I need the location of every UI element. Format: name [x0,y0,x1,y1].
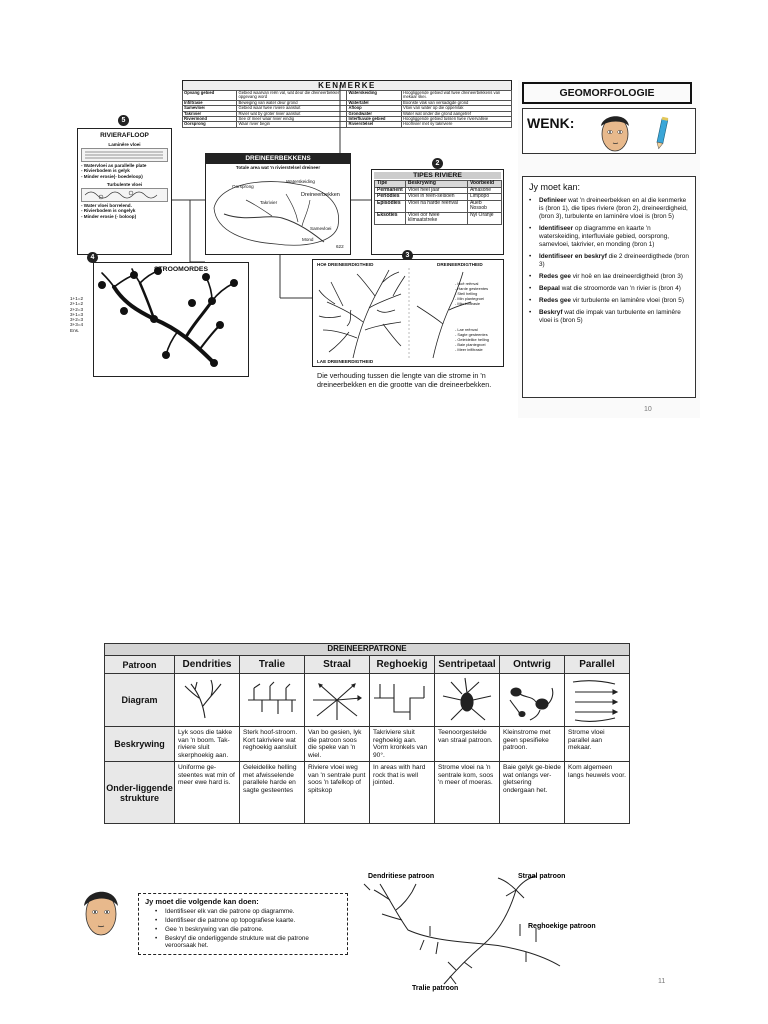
pattern-diagram [370,674,435,727]
requirement-item-2: • Identifiseer die patrone op topografiese kaarte. [155,917,341,925]
pattern-diagram-icon [565,674,629,726]
pattern-onderliggend: Geleidelike helling met afwisselende parallele harde en sagte gesteentes [240,762,305,824]
sketch-label-reghoekig: Reghoekige patroon [528,923,596,930]
tipes-cell: Vloei na harde reënval [405,200,467,212]
tipes-cell: Limpopo [467,194,501,201]
laminer-point: - Rivierbodem is gelyk [81,168,130,174]
laminer-point: - Minder erosie(- boedeloop) [81,173,143,179]
cartoon-face-icon-2 [76,884,126,940]
kenmerke-definition: Beweging van water deur grond [237,100,347,105]
pattern-beskrywing: Van bo gesien, lyk die patroon soos die speke van 'n wiel. [305,727,370,762]
requirement-text: wat 'n dreineerbekken en al die kenmerke is (bron 1), die tipes riviere (bron 2), dreineerdigheid, (bron 3), turbulente en laminêre vloei is (bron 5) [539,197,688,220]
hoe-note: - Hoë reënval [455,281,479,286]
label-takrivier: Takrivier [260,200,278,205]
requirements-box-2 [138,893,348,955]
lae-note: - Lae reënval [455,327,478,332]
requirement-item-2: • Identifiseer elk van die patrone op diagramme. [155,908,341,916]
requirement-item [529,273,689,281]
requirement-item [529,309,689,325]
tipes-box [371,169,504,255]
tipes-title: TIPES RIVIERE [374,172,501,179]
tipes-cell: Vloei oor twee klimaatstreke [405,212,467,224]
turbulent-point: - Rivierbodem is ongelyk [81,208,136,214]
sketch-label-dendrities: Dendritiese patroon [368,873,435,880]
kenmerke-term: Oorsprong [183,122,237,127]
pattern-diagram-icon [305,674,369,726]
pattern-beskrywing: Kleinstrome met geen spesifieke patroon. [500,727,565,762]
requirements-heading-2: Jy moet die volgende kan doen: [145,897,259,906]
kenmerke-term: Riviermond [183,117,237,122]
row-label-beskrywing: Beskrywing [105,727,175,762]
dreineerpatrone-section [104,643,630,824]
requirements-list [529,197,689,325]
turbulent-point: - Water vloei borrelend. [81,203,132,209]
turbulent-title: Turbulente vloei [106,181,143,187]
lae-note: - Baie plantegroei [455,341,486,347]
dreineerdigtheid-box [312,259,504,367]
tipes-cell: Permanent [375,187,406,194]
requirements-heading: Jy moet kan: [529,182,581,192]
rivierafloop-title: RIVIERAFLOOP [100,132,149,139]
pattern-diagram [305,674,370,727]
requirement-item [529,253,689,269]
stroomorde-legend-item: 3+1=3 [70,311,84,317]
tipes-cell: Vloei heel jaar [405,187,467,194]
kenmerke-title: KENMERKE [182,80,512,90]
requirement-item [529,285,689,293]
stroomorde-legend [70,296,92,333]
tipes-row [375,212,502,224]
requirement-text: vir hoë en lae dreineerdigtheid (bron 3) [570,273,683,280]
cartoon-face-icon [593,110,637,154]
source-5-marker: 5 [118,115,129,126]
pattern-name: Parallel [565,656,630,674]
pattern-beskrywing: Strome vloei parallel aan mekaar. [565,727,630,762]
source-4-marker: 4 [87,252,98,263]
source-2-marker: 2 [432,158,443,169]
kenmerke-term: Waterskeiding [347,91,401,101]
label-oorsprong: Oorsprong [232,184,254,189]
stroomorde-legend-item: 2+1=2 [70,301,84,307]
requirement-item-2: • Gee 'n beskrywing van die patrone. [155,926,341,934]
dreineerdigtheid-label: DREINEERDIGTHEID [437,262,483,267]
pattern-diagram-icon [240,674,304,726]
stroomorde-title: STROOMORDES [154,266,209,273]
requirement-text: op diagramme en kaarte 'n waterskeiding, interfluviale gebied, oorsprong, samevloei, takrivier, en monding (bron 1) [539,225,670,248]
pattern-onderliggend: Kom algemeen langs heuwels voor. [565,762,630,824]
kenmerke-term: Watertafel [347,100,401,105]
pattern-diagram-icon [175,674,239,726]
kenmerke-definition: Rivier wat by groter rivier aansluit [237,111,347,116]
kenmerke-definition: Hoogliggende gebied wat twee dreineerbekkens van mekaar skei. [401,91,511,101]
pattern-diagram-icon [435,674,499,726]
kenmerke-definition: Boonste vlak van versadigde grond [401,100,511,105]
page-number-11: 11 [658,978,666,985]
wenk-label: WENK: [527,115,575,131]
dreineerpatrone-title: DREINEERPATRONE [105,644,630,656]
pattern-diagram-icon [370,674,434,726]
lae-note: - Meer infiltrasie [455,346,483,352]
requirement-text: wat die impak van turbulente en laminêre vloei is (bron 5) [539,309,681,324]
row-label-diagram: Diagram [105,674,175,727]
requirement-text: wat die stroomorde van 'n rivier is (bron 4) [559,285,681,292]
requirement-text: die 2 dreineerdigthede (bron 3) [539,253,689,268]
kenmerke-term: Grondwater [347,111,401,116]
row-label-onder: Onder-liggende strukture [105,762,175,824]
pattern-name: Reghoekig [370,656,435,674]
requirement-item-2: • Beskryf die onderliggende strukture wat die patrone veroorsaak het. [155,935,341,951]
pattern-onderliggend: Baie gelyk ge-biede wat onlangs ver-gletsering ondergaan het. [500,762,565,824]
requirement-verb: Identifiseer [539,225,574,232]
pencil-icon [655,115,669,151]
kenmerke-term: Takrivier [183,111,237,116]
requirements-list-2 [145,908,341,950]
pattern-name: Tralie [240,656,305,674]
kenmerke-term: Opvang gebied [183,91,237,101]
tipes-cell: Eksoties [375,212,406,224]
kenmerke-definition: See of meer waar rivier eindig [237,117,347,122]
drainage-basin-sketch [206,170,350,250]
dreineerpatrone-table [104,643,630,824]
label-waterskeiding: Waterskeiding [286,179,315,184]
hoe-note: - Min plantegroei [455,295,484,301]
kenmerke-term: Interfluvale gebied [347,117,401,122]
hoe-note: - Min infiltrasie [455,300,481,306]
wenk-box [522,108,696,154]
stroomorde-box [93,262,249,377]
sketch-label-straal: Straal patroon [518,873,566,880]
row-label-patroon: Patroon [105,656,175,674]
dreineerdigtheid-caption: Die verhouding tussen die lengte van die strome in 'n dreineerbekken en die grootte van die dreineerbekken. [317,371,492,389]
pattern-diagram-icon [500,674,564,726]
tipes-row [375,200,502,212]
tipes-header: Voorbeeld [467,181,501,188]
requirement-verb: Definieer [539,197,567,204]
pattern-name: Straal [305,656,370,674]
kenmerke-definition: Hoogliggende gebied tussen twee riviervalleie [401,117,511,122]
pattern-onderliggend: Uniforme ge-steentes wat min of meer ewe hard is. [175,762,240,824]
requirement-verb: Bepaal [539,285,560,292]
pattern-beskrywing: Sterk hoof-stroom. Kort takriviere wat reghoekig aansluit [240,727,305,762]
pattern-diagram [565,674,630,727]
tipes-cell: Amasone [467,187,501,194]
lae-label: LAE DREINEERDIGTHEID [317,359,374,364]
lae-note: - Sagte gesteentes [455,331,488,337]
combined-patterns-sketch [360,870,630,992]
pattern-name: Sentripetaal [435,656,500,674]
hoe-label: HOë DREINEERDIGTHEID [317,262,374,267]
lae-note: - Geleidelike helling [455,336,489,342]
hoe-note: - Steil helling [455,290,478,296]
hoe-note: - Harde gesteentes [455,285,489,291]
stream-order-tree [94,263,248,376]
kenmerke-definition: Waar rivier begin [237,122,347,127]
stroomorde-legend-item: 2+2=3 [70,306,84,312]
label-dreineerbekken: Dreineerbekken [301,192,340,198]
requirement-verb: Redes gee [539,273,571,280]
tipes-cell: Aueb Nossob [467,200,501,212]
hoe-notes [455,282,488,306]
turbulent-point: - Minder erosie (- boloop) [81,213,137,219]
lae-notes [455,328,489,352]
label-mond: Mond [302,237,314,242]
requirement-item [529,197,689,221]
kenmerke-definition: Gebied waarvan reën val, wat deur die dreineerbekken opgevang word [237,91,347,101]
dreineerbekken-box [205,153,351,255]
pattern-beskrywing: Takriviere sluit reghoekig aan. Vorm kronkels van 90°. [370,727,435,762]
pattern-onderliggend: In areas with hard rock that is well jointed. [370,762,435,824]
tipes-cell: Vloei in reën-seisoen [405,194,467,201]
pattern-onderliggend: Riviere vloei weg van 'n sentrale punt soos 'n tafelkop of spitskop [305,762,370,824]
pattern-beskrywing: Teenoorgestelde van straal patroon. [435,727,500,762]
requirement-item [529,225,689,249]
pattern-diagram [175,674,240,727]
dreineerbekken-subtitle: Totale area wat 'n rivierstelsel dreineer [235,165,321,170]
kenmerke-definition: Vloei van water op die oppervlak [401,106,511,111]
kenmerke-term: Samevloei [183,106,237,111]
label-samevloei: Samevloei [310,226,332,231]
page-number-10: 10 [644,406,652,413]
tipes-header: Beskrywing [405,181,467,188]
geomorfologie-panel [518,80,700,418]
stroomorde-legend-item: Ens. [70,327,80,333]
kenmerke-definition: Gebied waar twee riviere aansluit [237,106,347,111]
kenmerke-term: Rivierstelsel [347,122,401,127]
sketch-label-tralie: Tralie patroon [412,985,459,992]
requirements-box [522,176,696,398]
requirement-verb: Beskryf [539,309,563,316]
label-corner: 622 [336,244,344,249]
requirement-verb: Identifiseer en beskryf [539,253,607,260]
pattern-onderliggend: Strome vloei na 'n sentrale kom, soos 'n meer of moeras. [435,762,500,824]
kenmerke-definition: Hoofrivier met sy takriviere [401,122,511,127]
tipes-cell: Episodies [375,200,406,212]
pattern-name: Dendrities [175,656,240,674]
stroomorde-legend-item: 3+3=4 [70,322,84,328]
stroomorde-legend-item: 1+1=2 [70,296,84,301]
tipes-cell: Nyl Oranje [467,212,501,224]
kenmerke-term: Afloop [347,106,401,111]
kenmerke-definition: Water wat onder die grond aangetref [401,111,511,116]
tipes-cell: Periodies [375,194,406,201]
pattern-diagram [240,674,305,727]
requirement-item [529,297,689,305]
requirement-verb: Redes gee [539,297,571,304]
pattern-diagram [500,674,565,727]
laminer-title: Laminêre vloei [108,141,141,147]
requirement-text: vir turbulente en laminêre vloei (bron 5) [570,297,684,304]
kenmerke-term: Infiltrasie [183,100,237,105]
pattern-diagram [435,674,500,727]
source-3-marker: 3 [402,250,413,261]
pattern-name: Ontwrig [500,656,565,674]
pattern-beskrywing: Lyk soos die takke van 'n boom. Tak-riviere sluit skerphoekig aan. [175,727,240,762]
laminer-point: - Watervloei as parallelle plate [81,163,147,169]
geomorfologie-title: GEOMORFOLOGIE [522,82,692,104]
stroomorde-legend-item: 3+2=3 [70,317,84,323]
dreineerbekken-title: DREINEERBEKKENS [206,154,350,164]
tipes-table [374,180,502,225]
tipes-header: Tipe [375,181,406,188]
